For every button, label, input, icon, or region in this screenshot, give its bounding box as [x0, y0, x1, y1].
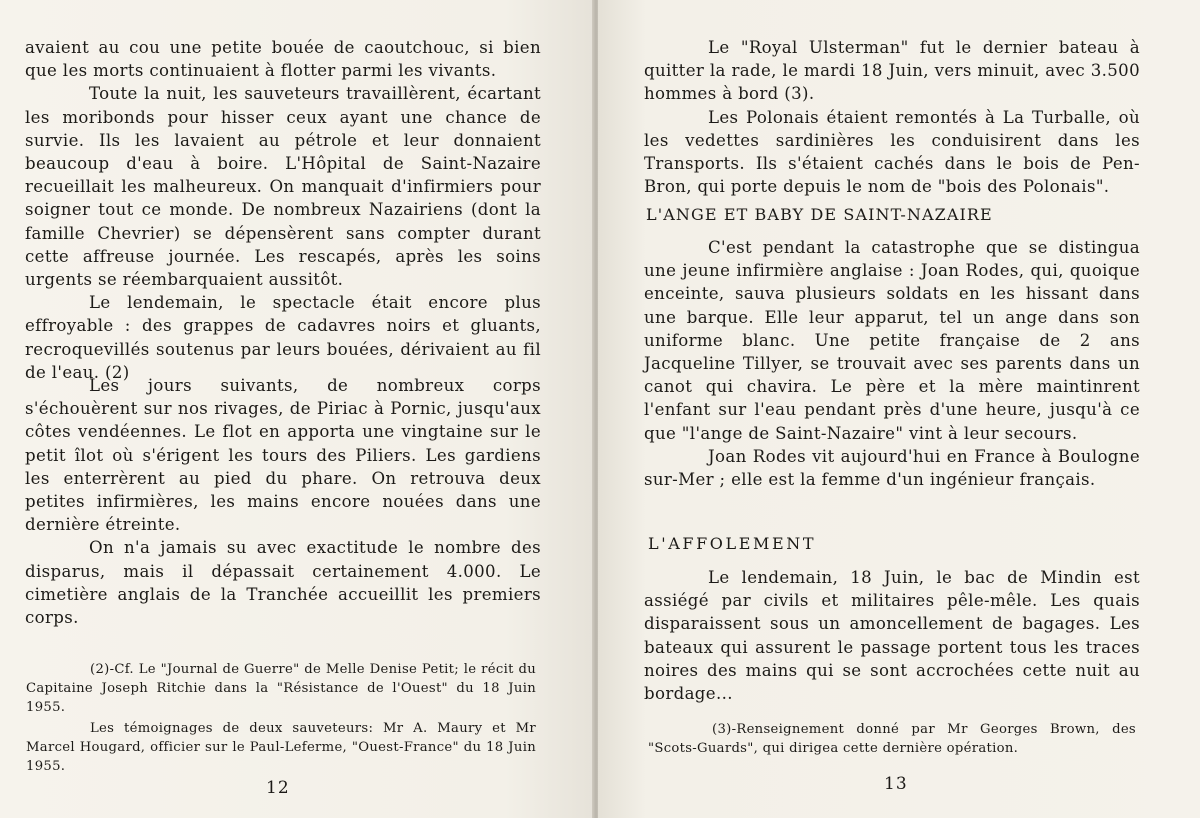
section-heading: L'ANGE ET BABY DE SAINT-NAZAIRE — [646, 205, 993, 224]
paragraph: Le lendemain, 18 Juin, le bac de Mindin est assiégé par civils et militaires pêle-mêle. Les quais disparaissent sous un amoncellement de bagages. Les bateaux qui assurent le passage portent tous les traces noires des mains qui se sont accrochées cette nuit au bordage... — [644, 568, 1140, 704]
left-footnote — [26, 660, 536, 776]
left-page — [0, 0, 594, 818]
section-heading: L'AFFOLEMENT — [648, 534, 817, 553]
paragraph: C'est pendant la catastrophe que se distingua une jeune infirmière anglaise : Joan Rodes, qui, quoique enceinte, sauva plusieurs soldats en les hissant dans une barque. Elle leur apparut, tel un ange dans son uniforme blanc. Une petite française de 2 ans Jacqueline Tillyer, se trouvait avec ses parents dans un canot qui chavira. Le père et la mère maintinrent l'enfant sur l'eau pendant près d'une heure, jusqu'à ce que "l'ange de Saint-Nazaire" vint à leur secours. — [644, 238, 1140, 443]
right-intro-text — [644, 36, 1140, 198]
paragraph: Les Polonais étaient remontés à La Turballe, où les vedettes sardinières les conduisirent dans les Transports. Ils s'étaient cachés dans le bois de Pen-Bron, qui porte depuis le nom de "bois des Polonais". — [644, 107, 1140, 197]
footnote-paragraph: (3)-Renseignement donné par Mr Georges Brown, des "Scots-Guards", qui dirigea cette dernière opération. — [648, 722, 1136, 756]
footnote-paragraph: (2)-Cf. Le "Journal de Guerre" de Melle Denise Petit; le récit du Capitaine Joseph Ritchie dans la "Résistance de l'Ouest" du 18 Juin 1955. — [26, 662, 536, 715]
right-page — [598, 0, 1200, 818]
footnote-paragraph: Les témoignages de deux sauveteurs: Mr A. Maury et Mr Marcel Hougard, officier sur le Paul-Leferme, "Ouest-France" du 18 Juin 1955. — [26, 721, 536, 774]
paragraph: Joan Rodes vit aujourd'hui en France à Boulogne sur-Mer ; elle est la femme d'un ingénieur français. — [644, 446, 1140, 490]
paragraph: Toute la nuit, les sauveteurs travaillèrent, écartant les moribonds pour hisser ceux ayant une chance de survie. Ils les lavaient au pétrole et leur donnaient beaucoup d'eau à boire. L'Hôpital de Saint-Nazaire recueillait les malheureux. On manquait d'infirmiers pour soigner tout ce monde. De nombreux Nazairiens (dont la famille Chevrier) se dépensèrent sans compter durant cette affreuse journée. Les rescapés, après les soins urgents se réembarquaient aussitôt. — [25, 84, 541, 290]
page-number: 13 — [884, 774, 908, 794]
paragraph: Les jours suivants, de nombreux corps s'échouèrent sur nos rivages, de Piriac à Pornic, jusqu'aux côtes vendéennes. Le flot en apporta une vingtaine sur le petit îlot où s'érigent les tours des Piliers. Les gardiens les enterrèrent au pied du phare. On retrouva deux petites infirmières, les mains encore nouées dans une dernière étreinte. — [25, 376, 541, 535]
page-number: 12 — [266, 778, 290, 798]
right-section1-text — [644, 236, 1140, 491]
paragraph: avaient au cou une petite bouée de caoutchouc, si bien que les morts continuaient à flotter parmi les vivants. — [25, 38, 541, 81]
right-footnote — [648, 720, 1136, 758]
left-body-text-top — [25, 36, 541, 384]
paragraph: Le lendemain, le spectacle était encore plus effroyable : des grappes de cadavres noirs et gluants, recroquevillés soutenus par leurs bouées, dérivaient au fil de l'eau. (2) — [25, 293, 541, 382]
left-body-text-bottom — [25, 374, 541, 629]
paragraph: Le "Royal Ulsterman" fut le dernier bateau à quitter la rade, le mardi 18 Juin, vers minuit, avec 3.500 hommes à bord (3). — [644, 38, 1140, 104]
paragraph: On n'a jamais su avec exactitude le nombre des disparus, mais il dépassait certainement 4.000. Le cimetière anglais de la Tranchée accueillit les premiers corps. — [25, 538, 541, 628]
right-section2-text — [644, 566, 1140, 705]
